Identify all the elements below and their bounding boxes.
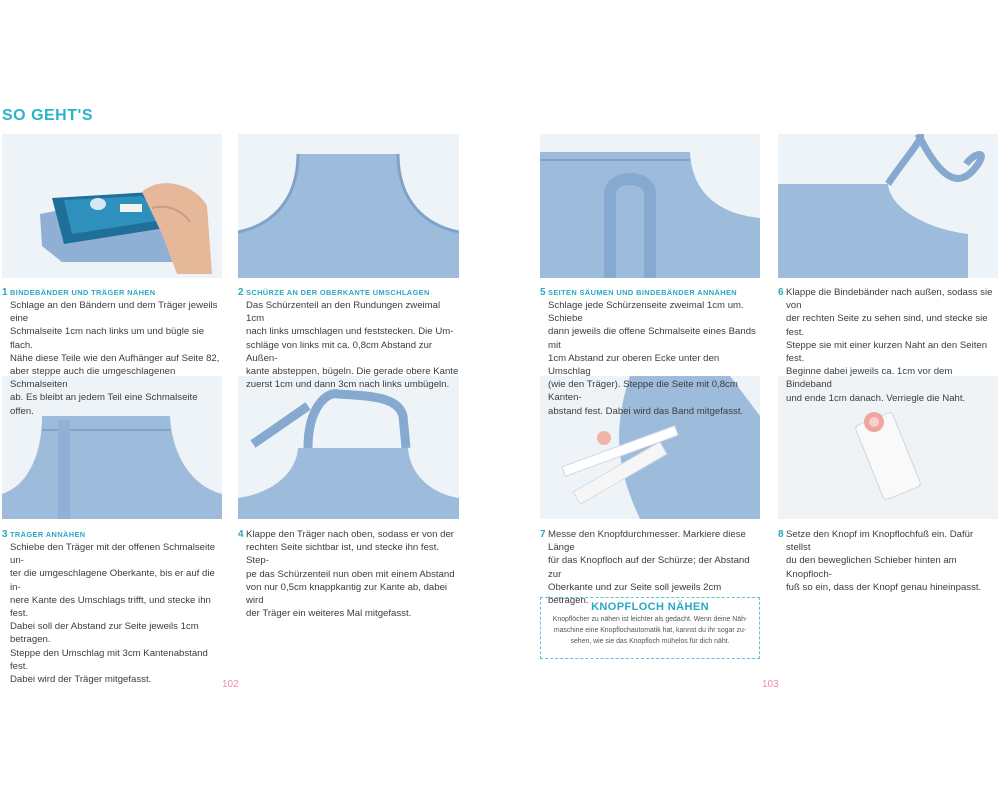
step-heading: BINDEBÄNDER UND TRÄGER NÄHEN — [10, 288, 156, 297]
step-number: 6 — [778, 287, 784, 298]
step-text: Schlage an den Bändern und dem Träger jeweils eine Schmalseite 1cm nach links um und bügle sie flach. Nähe diese Teile wie den Aufhänger auf Seite 82, aber steppe auch die umgeschlagenen Schmalseiten ab. Es bleibt an jedem Teil eine Schmalseite offen. — [10, 300, 220, 417]
step-text: Schiebe den Träger mit der offenen Schmalseite un- ter die umgeschlagene Oberkante, bis er auf die in- nere Kante des Umschlags trifft, und stecke ihn fest. Dabei soll der Abstand zur Seite jeweils 1cm betragen. Steppe den Umschlag mit 3cm Kantenabstand fest. Dabei wird der Träger mitgefasst. — [10, 542, 216, 686]
step-text: Messe den Knopfdurchmesser. Markiere diese Länge für das Knopfloch auf der Schürze; der Abstand zur Oberkante und zur Seite soll jeweils 2cm betragen. — [548, 529, 750, 607]
step-4 — [238, 528, 460, 620]
step-number: 2 — [238, 287, 244, 298]
step-2 — [238, 286, 460, 391]
info-box-title: KNOPFLOCH NÄHEN — [591, 601, 709, 613]
step-number: 4 — [238, 529, 244, 540]
section-title: SO GEHT'S — [2, 107, 93, 124]
page-number-left: 102 — [222, 679, 239, 690]
step-8 — [778, 528, 1000, 594]
step-number: 1 — [2, 287, 8, 298]
info-box-buttonhole — [540, 597, 760, 659]
step-heading: SEITEN SÄUMEN UND BINDEBÄNDER ANNÄHEN — [548, 288, 738, 297]
step-1 — [2, 286, 224, 418]
step-heading: TRÄGER ANNÄHEN — [10, 530, 86, 539]
step-number: 8 — [778, 529, 784, 540]
step-text: Das Schürzenteil an den Rundungen zweimal 1cm nach links umschlagen und feststecken. Die Um- schläge von links mit ca. 0,8cm Abstand zur Außen- kante absteppen, bügeln. Die gerade obere Kante zuerst 1cm und dann 3cm nach links umbügeln. — [246, 300, 459, 391]
step-6 — [778, 286, 1000, 405]
page-number-right: 103 — [762, 679, 779, 690]
step-3 — [2, 528, 224, 686]
step-number: 5 — [540, 287, 546, 298]
step-text: Klappe den Träger nach oben, sodass er von der rechten Seite sichtbar ist, und stecke ihn fest. Step- pe das Schürzenteil nun oben mit einem Abstand von nur 0,5cm knappkantig zur Kante ab, dabei wird der Träger ein weiteres Mal mitgefasst. — [246, 529, 455, 620]
step-text: Klappe die Bindebänder nach außen, sodass sie von der rechten Seite zu sehen sind, und stecke sie fest. Steppe sie mit einer kurzen Naht an den Seiten fest. Beginne dabei jeweils ca. 1cm vor dem Bindeband und ende 1cm danach. Verriegle die Naht. — [786, 287, 993, 404]
photo-ironing — [2, 134, 222, 278]
step-number: 7 — [540, 529, 546, 540]
info-box-text: Knopflöcher zu nähen ist leichter als gedacht. Wenn deine Näh- maschine eine Knopflochautomatik hat, kannst du ihr sogar zu- sehen, wie sie das Knopfloch mühelos für dich näht. — [552, 616, 748, 645]
step-7 — [540, 528, 762, 607]
photo-side-hem — [540, 134, 760, 278]
photo-apron-top — [238, 134, 459, 278]
step-5 — [540, 286, 762, 418]
step-heading: SCHÜRZE AN DER OBERKANTE UMSCHLAGEN — [246, 288, 430, 297]
step-text: Setze den Knopf im Knopflochfuß ein. Dafür stellst du den beweglichen Schieber hinten am Knopfloch- fuß so ein, dass der Knopf genau hineinpasst. — [786, 529, 982, 593]
photo-bands-folded — [778, 134, 998, 278]
step-text: Schlage jede Schürzenseite zweimal 1cm um. Schiebe dann jeweils die offene Schmalseite eines Bands mit 1cm Abstand zur oberen Ecke unter den Umschlag (wie den Träger). Steppe die Seite mit 0,8cm Kanten- abstand fest. Dabei wird das Band mitgefasst. — [548, 300, 756, 417]
photo-strap-folded-up — [238, 376, 459, 519]
step-number: 3 — [2, 529, 8, 540]
